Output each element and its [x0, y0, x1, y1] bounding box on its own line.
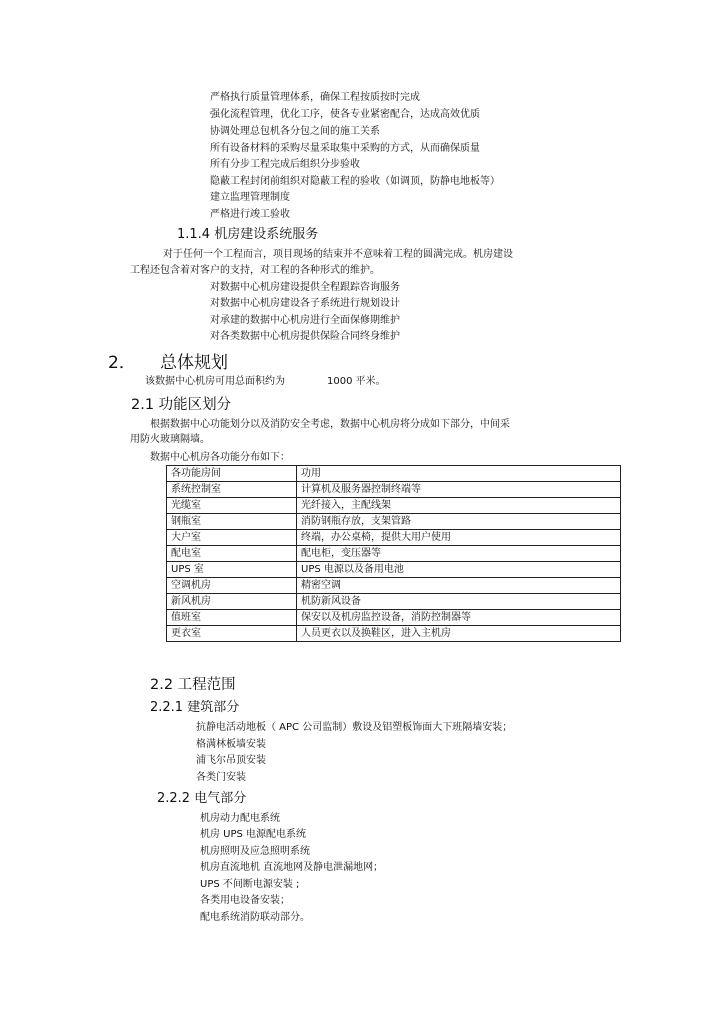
- table-caption: 数据中心机房各功能分布如下：: [150, 452, 290, 463]
- room-cell: 空调机房: [167, 578, 297, 594]
- function-cell: 精密空调: [297, 578, 621, 594]
- section-heading-2-2-2: 2.2.2 电气部分: [157, 791, 247, 806]
- table-row: [167, 546, 621, 562]
- table-header-cell: 各功能房间: [167, 466, 297, 482]
- table-row: [167, 594, 621, 610]
- chapter-title: 总体规划: [160, 353, 228, 373]
- function-cell: 保安以及机房监控设备，消防控制器等: [297, 610, 621, 626]
- function-cell: 消防钢瓶存放，支架管路: [297, 514, 621, 530]
- function-cell: 人员更衣以及换鞋区，进入主机房: [297, 626, 621, 642]
- electrical-item: 机房照明及应急照明系统: [200, 846, 310, 857]
- function-table: [166, 465, 621, 642]
- qm-item: 协调处理总包机各分包之间的施工关系: [210, 126, 380, 137]
- paragraph-line: 工程还包含着对客户的支持，对工程的各种形式的维护。: [130, 265, 380, 276]
- table-row: [167, 482, 621, 498]
- building-item: 各类门安装: [196, 772, 246, 783]
- section-heading-2-2-1: 2.2.1 建筑部分: [150, 700, 240, 715]
- table-row: [167, 498, 621, 514]
- table-row: [167, 514, 621, 530]
- table-header-row: [167, 466, 621, 482]
- area-value: 1000 平米。: [327, 376, 386, 387]
- service-item: 对承建的数据中心机房进行全面保修期维护: [210, 315, 400, 326]
- qm-item: 建立监理管理制度: [210, 192, 290, 203]
- paragraph-line: 用防火玻璃隔墙。: [130, 434, 210, 445]
- electrical-item: 配电系统消防联动部分。: [200, 912, 310, 923]
- building-item: 抗静电活动地板（ APC 公司监制）敷设及铝塑板饰面大下班隔墙安装；: [196, 722, 513, 733]
- building-item: 浦飞尔吊顶安装: [196, 755, 266, 766]
- room-cell: 更衣室: [167, 626, 297, 642]
- qm-item: 严格执行质量管理体系，确保工程按质按时完成: [210, 92, 420, 103]
- function-cell: 计算机及服务器控制终端等: [297, 482, 621, 498]
- table-row: [167, 626, 621, 642]
- building-item: 格满林板墙安装: [196, 739, 266, 750]
- room-cell: 系统控制室: [167, 482, 297, 498]
- table-row: [167, 530, 621, 546]
- qm-item: 所有设备材料的采购尽量采取集中采购的方式，从而确保质量: [210, 143, 480, 154]
- section-heading-1-1-4: 1.1.4 机房建设系统服务: [177, 227, 319, 242]
- function-cell: UPS 电源以及备用电池: [297, 562, 621, 578]
- paragraph-line: 根据数据中心功能划分以及消防安全考虑，数据中心机房将分成如下部分，中间采: [150, 419, 510, 430]
- section-heading-2-2: 2.2 工程范围: [150, 677, 236, 693]
- service-item: 对数据中心机房建设提供全程跟踪咨询服务: [210, 282, 400, 293]
- room-cell: 钢瓶室: [167, 514, 297, 530]
- electrical-item: 机房动力配电系统: [200, 813, 280, 824]
- electrical-item: 机房 UPS 电源配电系统: [200, 829, 307, 840]
- electrical-item: 各类用电设备安装；: [200, 895, 290, 906]
- qm-item: 严格进行竣工验收: [210, 209, 290, 220]
- function-cell: 配电柜，变压器等: [297, 546, 621, 562]
- table-row: [167, 578, 621, 594]
- room-cell: 配电室: [167, 546, 297, 562]
- table-row: [167, 562, 621, 578]
- qm-item: 强化流程管理，优化工序，使各专业紧密配合，达成高效优质: [210, 109, 480, 120]
- paragraph-line: 对于任何一个工程而言，项目现场的结束并不意味着工程的圆满完成。机房建设: [163, 249, 513, 260]
- room-cell: 值班室: [167, 610, 297, 626]
- room-cell: 新风机房: [167, 594, 297, 610]
- room-cell: 光缆室: [167, 498, 297, 514]
- room-cell: UPS 室: [167, 562, 297, 578]
- table-row: [167, 610, 621, 626]
- function-cell: 终端，办公桌椅，提供大用户使用: [297, 530, 621, 546]
- service-item: 对各类数据中心机房提供保险合同终身维护: [210, 331, 400, 342]
- qm-item: 隐蔽工程封闭前组织对隐蔽工程的验收（如调顶，防静电地板等）: [210, 176, 500, 187]
- electrical-item: UPS 不间断电源安装 ;: [200, 879, 300, 890]
- area-text: 该数据中心机房可用总面积约为: [145, 376, 285, 387]
- service-item: 对数据中心机房建设各子系统进行规划设计: [210, 298, 400, 309]
- chapter-number: 2．: [108, 353, 136, 373]
- room-cell: 大户室: [167, 530, 297, 546]
- section-heading-2-1: 2.1 功能区划分: [131, 397, 232, 413]
- qm-item: 所有分步工程完成后组织分步验收: [210, 159, 360, 170]
- electrical-item: 机房直流地机 直流地网及静电泄漏地网；: [200, 862, 384, 873]
- table-header-cell: 功用: [297, 466, 621, 482]
- function-cell: 机防新风设备: [297, 594, 621, 610]
- function-cell: 光纤接入，主配线架: [297, 498, 621, 514]
